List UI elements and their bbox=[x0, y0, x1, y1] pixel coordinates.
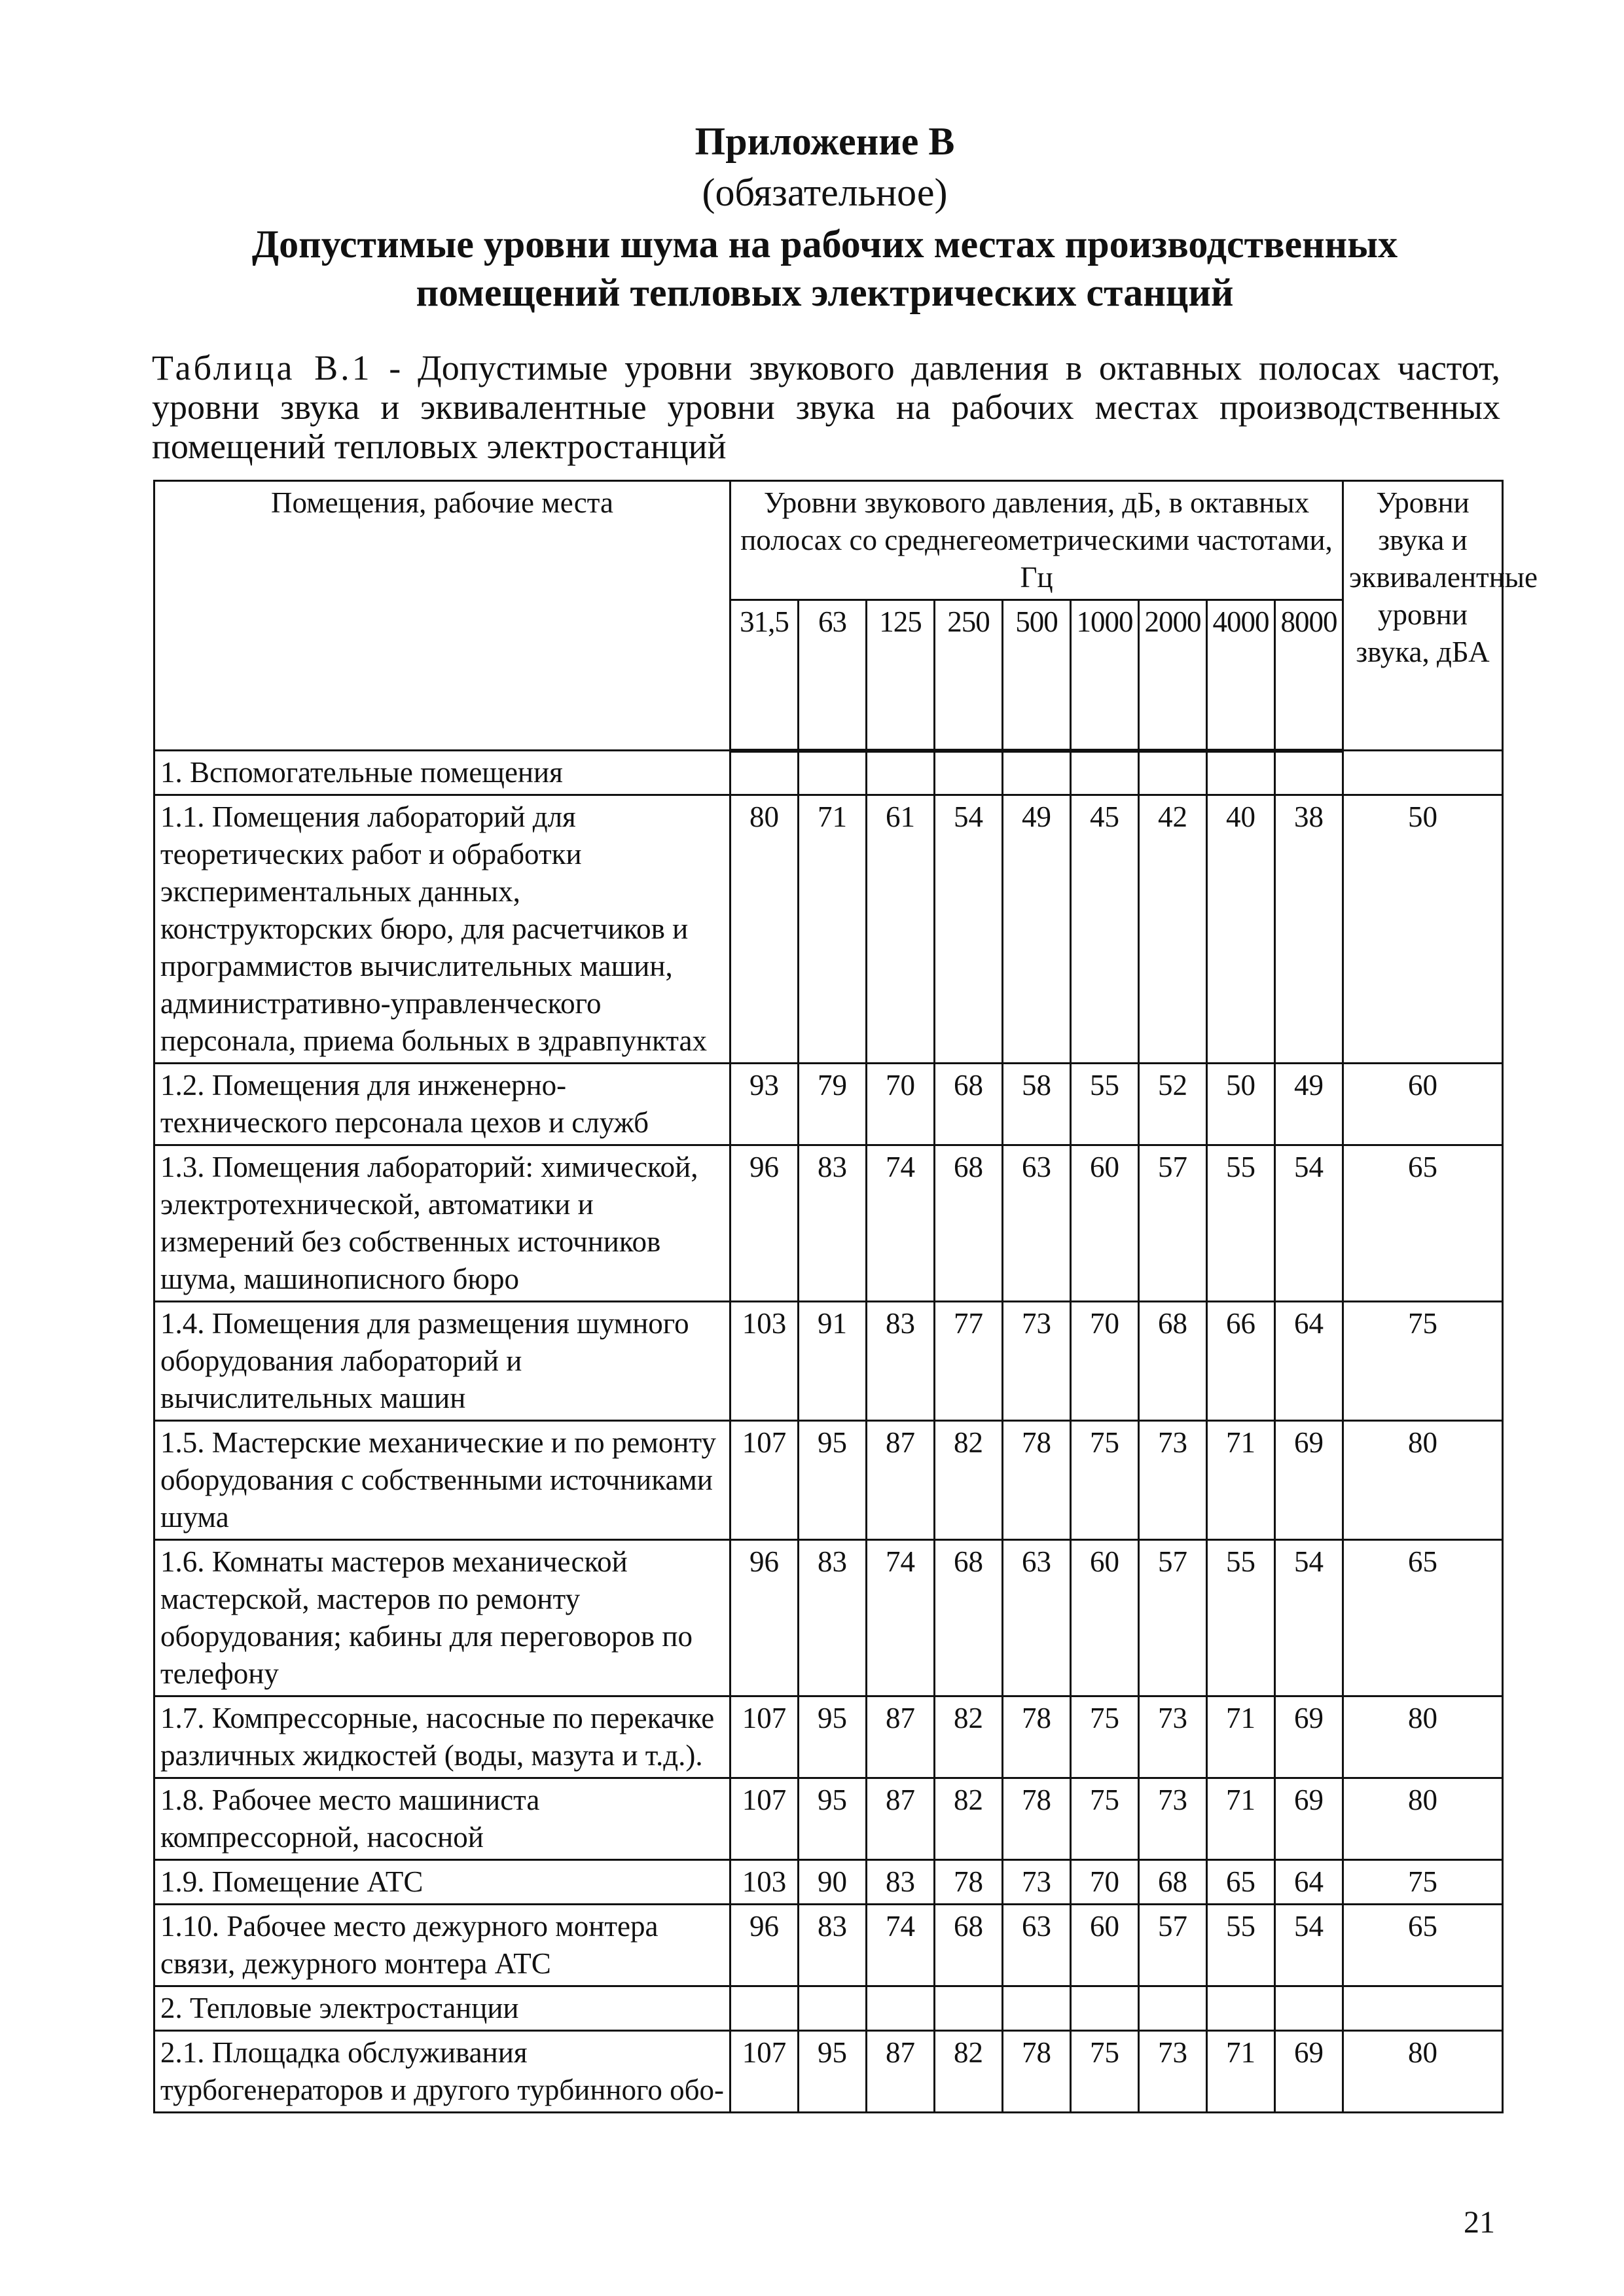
sound-pressure-cell: 107 bbox=[731, 1696, 799, 1778]
table-row bbox=[154, 751, 1503, 795]
sound-pressure-cell: 57 bbox=[1139, 1145, 1207, 1302]
sound-pressure-cell: 82 bbox=[935, 2031, 1003, 2113]
room-name-cell: 1.4. Помещения для размещения шумного оборудования лабораторий и вычислительных машин bbox=[154, 1302, 731, 1421]
table-caption-label: Таблица В.1 bbox=[152, 348, 372, 387]
sound-pressure-cell bbox=[1071, 1986, 1139, 2031]
sound-pressure-cell bbox=[799, 751, 867, 795]
sound-pressure-cell: 71 bbox=[1207, 2031, 1275, 2113]
sound-pressure-cell bbox=[1003, 1986, 1071, 2031]
sound-pressure-cell: 55 bbox=[1071, 1064, 1139, 1145]
sound-pressure-cell bbox=[1071, 751, 1139, 795]
sound-pressure-cell: 45 bbox=[1071, 795, 1139, 1064]
sound-pressure-cell: 95 bbox=[799, 1778, 867, 1860]
sound-pressure-cell: 78 bbox=[1003, 1778, 1071, 1860]
table-row bbox=[154, 1145, 1503, 1302]
sound-pressure-cell bbox=[1207, 1986, 1275, 2031]
sound-pressure-cell: 60 bbox=[1071, 1145, 1139, 1302]
sound-pressure-cell: 87 bbox=[867, 1778, 935, 1860]
sound-pressure-cell: 74 bbox=[867, 1540, 935, 1696]
sound-pressure-cell: 107 bbox=[731, 1421, 799, 1540]
sound-pressure-cell: 96 bbox=[731, 1905, 799, 1986]
sound-pressure-cell: 60 bbox=[1071, 1905, 1139, 1986]
sound-pressure-cell: 69 bbox=[1275, 1696, 1343, 1778]
sound-pressure-cell: 70 bbox=[867, 1064, 935, 1145]
sound-pressure-cell: 63 bbox=[1003, 1145, 1071, 1302]
sound-pressure-cell bbox=[1139, 751, 1207, 795]
sound-pressure-cell: 63 bbox=[1003, 1540, 1071, 1696]
table-caption-text: - Допустимые уровни звукового давления в октавных полосах частот, уровни звука и эквивалентные уровни звука на рабочих местах производственных помещений тепловых электростанций bbox=[152, 348, 1500, 466]
sound-pressure-cell: 65 bbox=[1207, 1860, 1275, 1905]
sound-pressure-cell: 55 bbox=[1207, 1145, 1275, 1302]
sound-pressure-cell: 49 bbox=[1275, 1064, 1343, 1145]
sound-pressure-cell: 83 bbox=[799, 1540, 867, 1696]
sound-pressure-cell: 73 bbox=[1139, 1778, 1207, 1860]
sound-pressure-cell bbox=[867, 1986, 935, 2031]
column-header-sound-pressure: Уровни звукового давления, дБ, в октавных полосах со среднегеометрическими частотами, Гц bbox=[731, 481, 1343, 600]
sound-pressure-cell: 57 bbox=[1139, 1540, 1207, 1696]
sound-pressure-cell: 80 bbox=[731, 795, 799, 1064]
equivalent-level-cell: 80 bbox=[1343, 1421, 1503, 1540]
sound-pressure-cell: 54 bbox=[1275, 1540, 1343, 1696]
sound-pressure-cell: 87 bbox=[867, 2031, 935, 2113]
sound-pressure-cell: 95 bbox=[799, 2031, 867, 2113]
equivalent-level-cell: 75 bbox=[1343, 1302, 1503, 1421]
sound-pressure-cell: 38 bbox=[1275, 795, 1343, 1064]
sound-pressure-cell: 68 bbox=[935, 1540, 1003, 1696]
sound-pressure-cell: 57 bbox=[1139, 1905, 1207, 1986]
room-name-cell: 1.8. Рабочее место машиниста компрессорной, насосной bbox=[154, 1778, 731, 1860]
sound-pressure-cell: 63 bbox=[1003, 1905, 1071, 1986]
equivalent-level-cell: 60 bbox=[1343, 1064, 1503, 1145]
frequency-header: 125 bbox=[867, 600, 935, 751]
sound-pressure-cell: 71 bbox=[1207, 1778, 1275, 1860]
page-number: 21 bbox=[1464, 2205, 1495, 2240]
noise-levels-table bbox=[153, 480, 1538, 2113]
sound-pressure-cell: 55 bbox=[1207, 1905, 1275, 1986]
frequency-header: 1000 bbox=[1071, 600, 1139, 751]
table-caption bbox=[152, 348, 1500, 466]
sound-pressure-cell bbox=[1275, 751, 1343, 795]
sound-pressure-cell: 58 bbox=[1003, 1064, 1071, 1145]
room-name-cell: 2.1. Площадка обслуживания турбогенераторов и другого турбинного обо- bbox=[154, 2031, 731, 2113]
sound-pressure-cell: 95 bbox=[799, 1696, 867, 1778]
equivalent-level-cell: 50 bbox=[1343, 795, 1503, 1064]
equivalent-level-cell: 80 bbox=[1343, 1778, 1503, 1860]
sound-pressure-cell: 75 bbox=[1071, 1696, 1139, 1778]
sound-pressure-cell bbox=[1275, 1986, 1343, 2031]
sound-pressure-cell: 54 bbox=[1275, 1905, 1343, 1986]
appendix-status: (обязательное) bbox=[702, 171, 948, 214]
table-body bbox=[154, 751, 1503, 2113]
sound-pressure-cell: 69 bbox=[1275, 2031, 1343, 2113]
sound-pressure-cell: 74 bbox=[867, 1905, 935, 1986]
sound-pressure-cell: 68 bbox=[935, 1064, 1003, 1145]
sound-pressure-cell: 82 bbox=[935, 1778, 1003, 1860]
sound-pressure-cell: 83 bbox=[867, 1302, 935, 1421]
table-row bbox=[154, 1421, 1503, 1540]
sound-pressure-cell: 83 bbox=[799, 1905, 867, 1986]
sound-pressure-cell: 83 bbox=[867, 1860, 935, 1905]
frequency-header: 31,5 bbox=[731, 600, 799, 751]
sound-pressure-cell: 73 bbox=[1003, 1860, 1071, 1905]
sound-pressure-cell: 71 bbox=[1207, 1421, 1275, 1540]
room-name-cell: 1.7. Компрессорные, насосные по перекачке различных жидкостей (воды, мазута и т.д.). bbox=[154, 1696, 731, 1778]
sound-pressure-cell: 82 bbox=[935, 1696, 1003, 1778]
table-row bbox=[154, 1696, 1503, 1778]
sound-pressure-cell: 69 bbox=[1275, 1421, 1343, 1540]
sound-pressure-cell: 78 bbox=[935, 1860, 1003, 1905]
sound-pressure-cell: 82 bbox=[935, 1421, 1003, 1540]
sound-pressure-cell: 64 bbox=[1275, 1302, 1343, 1421]
equivalent-level-cell bbox=[1343, 751, 1503, 795]
sound-pressure-cell bbox=[1139, 1986, 1207, 2031]
equivalent-level-cell: 65 bbox=[1343, 1145, 1503, 1302]
sound-pressure-cell: 96 bbox=[731, 1540, 799, 1696]
sound-pressure-cell: 95 bbox=[799, 1421, 867, 1540]
sound-pressure-cell: 78 bbox=[1003, 1696, 1071, 1778]
sound-pressure-cell bbox=[799, 1986, 867, 2031]
sound-pressure-cell: 70 bbox=[1071, 1302, 1139, 1421]
column-header-rooms: Помещения, рабочие места bbox=[154, 481, 731, 751]
frequency-header: 4000 bbox=[1207, 600, 1275, 751]
sound-pressure-cell: 66 bbox=[1207, 1302, 1275, 1421]
sound-pressure-cell: 75 bbox=[1071, 1778, 1139, 1860]
sound-pressure-cell: 49 bbox=[1003, 795, 1071, 1064]
sound-pressure-cell bbox=[867, 751, 935, 795]
sound-pressure-cell: 78 bbox=[1003, 1421, 1071, 1540]
table-row bbox=[154, 1905, 1503, 1986]
sound-pressure-cell: 50 bbox=[1207, 1064, 1275, 1145]
sound-pressure-cell: 103 bbox=[731, 1860, 799, 1905]
sound-pressure-cell: 79 bbox=[799, 1064, 867, 1145]
appendix-title: Приложение В bbox=[695, 120, 955, 163]
sound-pressure-cell: 64 bbox=[1275, 1860, 1343, 1905]
column-header-equivalent-level: Уровни звука и эквивалентные уровни звука, дБА bbox=[1343, 481, 1503, 751]
sound-pressure-cell bbox=[731, 1986, 799, 2031]
room-name-cell: 1.9. Помещение АТС bbox=[154, 1860, 731, 1905]
sound-pressure-cell: 61 bbox=[867, 795, 935, 1064]
frequency-header: 2000 bbox=[1139, 600, 1207, 751]
sound-pressure-cell: 69 bbox=[1275, 1778, 1343, 1860]
sound-pressure-cell: 52 bbox=[1139, 1064, 1207, 1145]
sound-pressure-cell bbox=[731, 751, 799, 795]
sound-pressure-cell: 71 bbox=[1207, 1696, 1275, 1778]
room-name-cell: 2. Тепловые электростанции bbox=[154, 1986, 731, 2031]
frequency-header: 63 bbox=[799, 600, 867, 751]
table-row bbox=[154, 1302, 1503, 1421]
sound-pressure-cell: 40 bbox=[1207, 795, 1275, 1064]
room-name-cell: 1.10. Рабочее место дежурного монтера связи, дежурного монтера АТС bbox=[154, 1905, 731, 1986]
room-name-cell: 1.5. Мастерские механические и по ремонту оборудования с собственными источниками шума bbox=[154, 1421, 731, 1540]
equivalent-level-cell: 75 bbox=[1343, 1860, 1503, 1905]
table-row bbox=[154, 2031, 1503, 2113]
sound-pressure-cell: 70 bbox=[1071, 1860, 1139, 1905]
table-row bbox=[154, 795, 1503, 1064]
sound-pressure-cell bbox=[935, 1986, 1003, 2031]
sound-pressure-cell: 60 bbox=[1071, 1540, 1139, 1696]
sound-pressure-cell: 103 bbox=[731, 1302, 799, 1421]
sound-pressure-cell: 107 bbox=[731, 1778, 799, 1860]
frequency-header: 8000 bbox=[1275, 600, 1343, 751]
sound-pressure-cell: 77 bbox=[935, 1302, 1003, 1421]
frequency-header: 500 bbox=[1003, 600, 1071, 751]
table-row bbox=[154, 1540, 1503, 1696]
equivalent-level-cell: 80 bbox=[1343, 2031, 1503, 2113]
sound-pressure-cell: 73 bbox=[1003, 1302, 1071, 1421]
sound-pressure-cell: 73 bbox=[1139, 1696, 1207, 1778]
sound-pressure-cell bbox=[935, 751, 1003, 795]
table-row bbox=[154, 1778, 1503, 1860]
room-name-cell: 1.3. Помещения лабораторий: химической, электротехнической, автоматики и измерений без собственных источников шума, машинописного бюро bbox=[154, 1145, 731, 1302]
sound-pressure-cell: 87 bbox=[867, 1696, 935, 1778]
table-row bbox=[154, 1860, 1503, 1905]
sound-pressure-cell: 107 bbox=[731, 2031, 799, 2113]
sound-pressure-cell: 68 bbox=[1139, 1860, 1207, 1905]
sound-pressure-cell: 54 bbox=[935, 795, 1003, 1064]
equivalent-level-cell: 65 bbox=[1343, 1905, 1503, 1986]
sound-pressure-cell: 68 bbox=[935, 1145, 1003, 1302]
sound-pressure-cell: 83 bbox=[799, 1145, 867, 1302]
sound-pressure-cell: 73 bbox=[1139, 1421, 1207, 1540]
sound-pressure-cell bbox=[1003, 751, 1071, 795]
sound-pressure-cell: 75 bbox=[1071, 2031, 1139, 2113]
sound-pressure-cell: 96 bbox=[731, 1145, 799, 1302]
sound-pressure-cell: 42 bbox=[1139, 795, 1207, 1064]
sound-pressure-cell: 78 bbox=[1003, 2031, 1071, 2113]
sound-pressure-cell: 54 bbox=[1275, 1145, 1343, 1302]
table-row bbox=[154, 1986, 1503, 2031]
sound-pressure-cell: 75 bbox=[1071, 1421, 1139, 1540]
equivalent-level-cell: 65 bbox=[1343, 1540, 1503, 1696]
sound-pressure-cell: 93 bbox=[731, 1064, 799, 1145]
room-name-cell: 1.6. Комнаты мастеров механической мастерской, мастеров по ремонту оборудования; кабины для переговоров по телефону bbox=[154, 1540, 731, 1696]
sound-pressure-cell: 74 bbox=[867, 1145, 935, 1302]
sound-pressure-cell: 87 bbox=[867, 1421, 935, 1540]
room-name-cell: 1.2. Помещения для инженерно-технического персонала цехов и служб bbox=[154, 1064, 731, 1145]
frequency-header: 250 bbox=[935, 600, 1003, 751]
sound-pressure-cell: 68 bbox=[1139, 1302, 1207, 1421]
sound-pressure-cell: 90 bbox=[799, 1860, 867, 1905]
room-name-cell: 1. Вспомогательные помещения bbox=[154, 751, 731, 795]
sound-pressure-cell: 73 bbox=[1139, 2031, 1207, 2113]
room-name-cell: 1.1. Помещения лабораторий для теоретических работ и обработки экспериментальных данных, конструкторских бюро, для расчетчиков и программистов вычислительных машин, административно-управленческого персонала, приема больных в здравпунктах bbox=[154, 795, 731, 1064]
equivalent-level-cell bbox=[1343, 1986, 1503, 2031]
equivalent-level-cell: 80 bbox=[1343, 1696, 1503, 1778]
sound-pressure-cell: 91 bbox=[799, 1302, 867, 1421]
sound-pressure-cell: 71 bbox=[799, 795, 867, 1064]
sound-pressure-cell: 68 bbox=[935, 1905, 1003, 1986]
sound-pressure-cell bbox=[1207, 751, 1275, 795]
appendix-subtitle: Допустимые уровни шума на рабочих местах производственных помещений тепловых электрических станций bbox=[251, 223, 1398, 314]
sound-pressure-cell: 55 bbox=[1207, 1540, 1275, 1696]
table-row bbox=[154, 1064, 1503, 1145]
